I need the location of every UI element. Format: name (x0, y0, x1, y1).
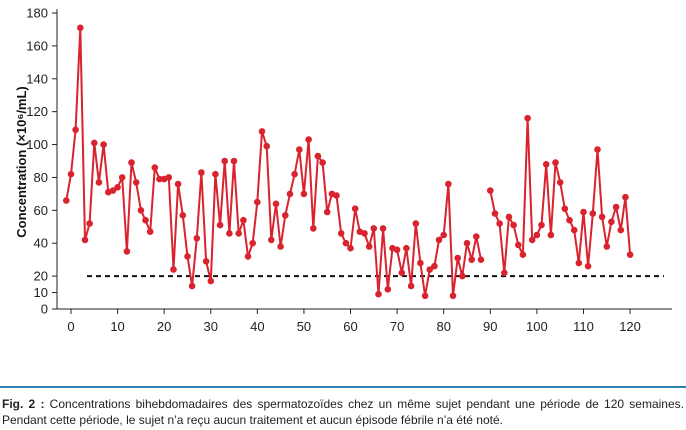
data-point (221, 158, 228, 165)
data-point (459, 273, 466, 280)
data-point (245, 253, 252, 260)
data-point (319, 159, 326, 166)
data-point (585, 263, 592, 270)
data-point (305, 136, 312, 143)
data-point (380, 225, 387, 232)
data-point (487, 187, 494, 194)
data-point (180, 212, 187, 219)
x-tick-label: 120 (619, 319, 641, 334)
data-point (263, 143, 270, 150)
data-point (520, 251, 527, 258)
data-point (347, 245, 354, 252)
data-point (194, 235, 201, 242)
data-point (124, 248, 131, 255)
data-point (468, 256, 475, 263)
y-tick-label: 0 (40, 301, 48, 317)
data-point (510, 222, 517, 229)
y-tick-label: 80 (33, 169, 48, 185)
data-point (385, 286, 392, 293)
data-point (235, 230, 242, 237)
data-point (557, 179, 564, 186)
data-point (310, 225, 317, 232)
data-point (91, 140, 98, 147)
data-point (464, 240, 471, 247)
data-point (287, 191, 294, 198)
data-point (152, 164, 159, 171)
data-point (291, 171, 298, 178)
data-point (622, 194, 629, 201)
data-point (594, 146, 601, 153)
x-tick-label: 50 (296, 319, 312, 334)
y-tick-label: 140 (26, 71, 48, 87)
data-point (371, 225, 378, 232)
y-tick-label: 60 (33, 202, 48, 218)
data-point (440, 232, 447, 239)
x-tick-label: 80 (436, 319, 451, 334)
data-point (133, 179, 140, 186)
data-point (315, 153, 322, 160)
data-point (114, 184, 121, 191)
data-point (352, 205, 359, 212)
data-point (613, 204, 620, 211)
y-tick-label: 40 (33, 235, 48, 251)
data-point (590, 210, 597, 217)
data-point (543, 161, 550, 168)
x-tick-label: 0 (67, 319, 75, 334)
y-tick-label: 160 (26, 38, 48, 54)
data-point (436, 237, 443, 244)
x-tick-label: 10 (110, 319, 125, 334)
data-point (170, 266, 177, 273)
data-point (571, 227, 578, 234)
data-point (413, 220, 420, 227)
data-point (273, 201, 280, 208)
data-point (119, 174, 126, 181)
data-point (68, 171, 75, 178)
series-layer (63, 25, 633, 300)
data-point (226, 230, 233, 237)
y-tick-label: 20 (33, 268, 48, 284)
x-tick-label: 100 (526, 319, 548, 334)
data-point (618, 227, 625, 234)
data-point (240, 217, 247, 224)
x-tick-label: 60 (343, 319, 358, 334)
data-point (361, 230, 368, 237)
data-point (478, 256, 485, 263)
caption-divider (0, 386, 686, 388)
data-point (501, 270, 508, 277)
data-point (422, 293, 429, 300)
data-point (189, 283, 196, 290)
data-point (203, 258, 210, 265)
data-point (212, 171, 219, 178)
caption-text: Concentrations bihebdomadaires des spermatozoïdes chez un même sujet pendant une période de 120 semaines. Pendant cette période, le sujet n’a reçu aucun traitement et aucun épisode fébrile n’a été noté. (2, 397, 684, 427)
data-point (338, 230, 345, 237)
data-point (375, 291, 382, 298)
y-tick-label: 100 (26, 137, 48, 153)
y-axis-title: Concentration (×10⁶/mL) (14, 86, 29, 238)
data-point (333, 192, 340, 199)
data-point (142, 217, 149, 224)
data-point (431, 263, 438, 270)
data-point (408, 283, 415, 290)
x-tick-label: 40 (250, 319, 265, 334)
data-point (599, 214, 606, 221)
data-point (86, 220, 93, 227)
y-tick-label: 10 (33, 285, 48, 301)
data-point (496, 220, 503, 227)
data-point (473, 233, 480, 240)
x-tick-label: 90 (483, 319, 498, 334)
data-point (282, 212, 289, 219)
data-point (254, 199, 261, 206)
data-point (82, 237, 89, 244)
data-point (394, 247, 401, 254)
data-point (72, 127, 79, 134)
data-point (217, 222, 224, 229)
data-point (184, 253, 191, 260)
data-point (366, 243, 373, 250)
data-point (147, 228, 154, 235)
data-point (627, 251, 634, 258)
x-tick-label: 30 (203, 319, 218, 334)
data-point (445, 181, 452, 188)
data-point (515, 242, 522, 249)
data-point (249, 240, 256, 247)
y-tick-label: 120 (26, 104, 48, 120)
data-point (259, 128, 266, 135)
data-point (604, 243, 611, 250)
caption-label: Fig. 2 : (2, 397, 45, 411)
axes-layer (26, 6, 672, 335)
data-point (506, 214, 513, 221)
data-point (399, 270, 406, 277)
data-point (324, 209, 331, 216)
data-point (343, 240, 350, 247)
data-point (608, 219, 615, 226)
data-point (529, 237, 536, 244)
data-point (524, 115, 531, 122)
data-point (63, 197, 70, 204)
data-point (231, 158, 238, 165)
figure-caption (2, 396, 684, 428)
data-point (403, 245, 410, 252)
data-point (454, 255, 461, 262)
data-point (100, 141, 107, 148)
data-point (77, 25, 84, 32)
series-line (490, 118, 630, 273)
data-point (580, 209, 587, 216)
data-point (417, 260, 424, 267)
data-point (128, 159, 135, 166)
data-point (492, 210, 499, 217)
data-point (576, 260, 583, 267)
data-point (562, 205, 569, 212)
data-point (277, 243, 284, 250)
data-point (166, 174, 173, 181)
y-tick-label: 180 (26, 5, 48, 21)
data-point (548, 232, 555, 239)
data-point (450, 293, 457, 300)
data-point (198, 169, 205, 176)
data-point (138, 207, 145, 214)
data-point (566, 217, 573, 224)
data-point (208, 278, 215, 285)
data-point (301, 191, 308, 198)
data-point (296, 146, 303, 153)
data-point (268, 237, 275, 244)
data-point (552, 159, 559, 166)
data-point (96, 179, 103, 186)
data-point (534, 232, 541, 239)
data-point (538, 222, 545, 229)
x-tick-label: 110 (573, 319, 594, 334)
x-tick-label: 20 (156, 319, 172, 334)
data-point (175, 181, 182, 188)
x-tick-label: 70 (389, 319, 405, 334)
